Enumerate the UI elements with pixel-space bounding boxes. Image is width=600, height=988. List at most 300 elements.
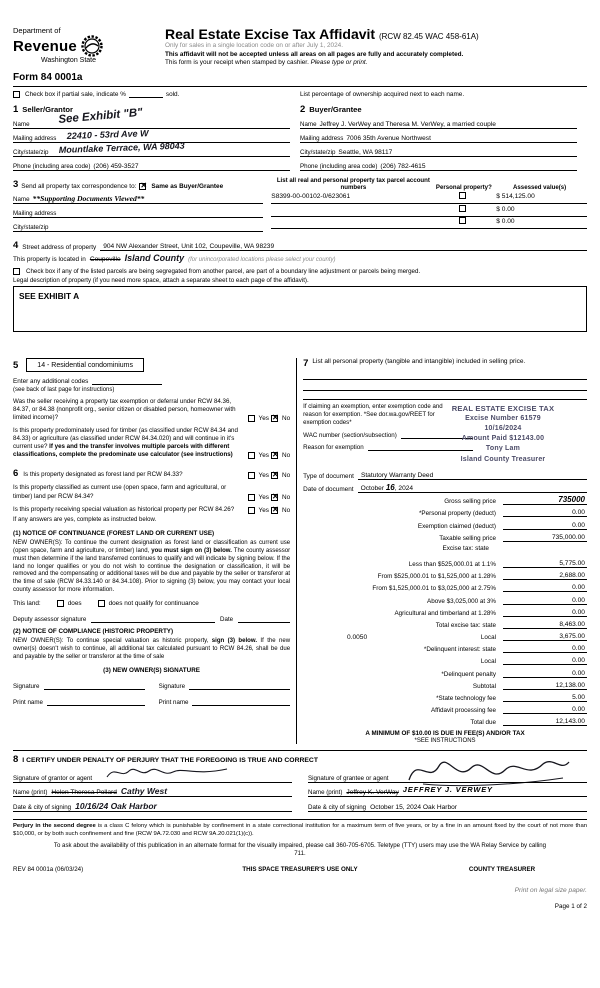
treasurer-stamp	[419, 403, 587, 465]
correspondence-city-row	[13, 218, 263, 232]
exemption-note: If claiming an exemption, enter exemption code and reason for exemption. *See dor.wa.gov/REET for exemption codes*	[303, 403, 443, 426]
stamp-treasurer-title: Island County Treasurer	[460, 455, 546, 463]
document-date-field[interactable]	[358, 483, 587, 493]
historical-question	[13, 506, 290, 514]
exemption-claimed-value[interactable]: 0.00	[503, 522, 587, 530]
property-located-row	[13, 251, 587, 263]
legal-description-label-row	[13, 275, 587, 284]
notice-continuance-heading: (1) NOTICE OF CONTINUANCE (FOREST LAND OR CURRENT USE)	[13, 529, 215, 537]
personal-property-blank-1[interactable]	[303, 369, 587, 380]
technology-fee-row	[303, 690, 587, 702]
excise-tax-state-heading: Excise tax: state	[442, 544, 489, 552]
grantee-name-row	[308, 783, 587, 798]
gross-selling-price-label: Gross selling price	[444, 498, 496, 506]
street-address-value: 904 NW Alexander Street, Unit 102, Coupeville, WA 98239	[103, 243, 275, 250]
no-label: No	[281, 452, 291, 460]
grantee-date-label: Date & city of signing	[308, 803, 367, 811]
partial-sale-left	[13, 91, 300, 98]
historical-answer	[248, 507, 291, 514]
grantee-signature-row	[308, 768, 587, 783]
legal-description-label: Legal description of property (if you need more space, attach a separate sheet to each page of the affidavit).	[13, 277, 309, 284]
does-not-option	[98, 600, 199, 607]
taxable-selling-price-value[interactable]: 735,000.00	[503, 534, 587, 542]
processing-fee-value[interactable]: 0.00	[503, 706, 587, 714]
technology-fee-value[interactable]: 5.00	[503, 694, 587, 702]
gross-selling-price-value[interactable]: 735000	[503, 495, 587, 505]
note-type-print: Please type or print.	[310, 59, 368, 67]
parcel-column-header: List all real and personal property tax parcel account numbers	[276, 177, 430, 192]
partial-sale-label: Check box if partial sale, indicate %	[25, 91, 126, 98]
form-header	[13, 26, 587, 83]
section-6-number: 6	[13, 468, 19, 480]
document-date-label: Date of document	[303, 486, 354, 493]
signature-label: Signature	[158, 683, 186, 691]
grantee-date-row	[308, 797, 587, 812]
perjury-lead: Perjury in the second degree	[13, 822, 96, 829]
local-tax-label: Local	[480, 634, 496, 642]
parcel-row-3	[271, 217, 587, 230]
buyer-address-value[interactable]: 7006 35th Avenue Northwest	[346, 135, 431, 142]
partial-sale-row	[13, 91, 587, 98]
correspondence-name-label: Name	[13, 196, 30, 203]
revision-number: REV 84 0001a (06/03/24)	[13, 866, 84, 874]
forest-land-question	[13, 468, 290, 479]
no-label: No	[281, 493, 291, 501]
stamp-treasurer-name: Tony Lam	[485, 445, 521, 453]
historical-no-checkbox[interactable]	[271, 507, 278, 514]
signature-label: Signature	[13, 683, 40, 691]
supporting-documents-note: **Supporting Documents Viewed**	[32, 194, 145, 203]
local-rate-value[interactable]: 0.0050	[346, 634, 368, 642]
revenue-wordmark: Revenue	[13, 37, 77, 55]
section-7-number: 7	[303, 358, 309, 369]
owner-printname-field-2[interactable]	[192, 705, 290, 706]
delinquent-interest-local-value[interactable]: 0.00	[503, 657, 587, 665]
correspondence-left	[13, 177, 271, 232]
grantor-name-handwritten: Cathy West	[120, 786, 168, 797]
seller-city-label: City/state/zip	[13, 149, 49, 156]
no-label: No	[281, 506, 291, 514]
local-tax-value[interactable]: 3,675.00	[503, 633, 587, 641]
total-due-label: Total due	[470, 719, 496, 727]
grantor-name-typed: Helen Theresa Pollard	[51, 789, 117, 797]
street-address-row	[13, 239, 587, 251]
delinquent-penalty-row	[303, 665, 587, 677]
street-address-label: Street address of property	[22, 244, 97, 251]
personal-property-cell	[435, 210, 492, 228]
processing-fee-row	[303, 702, 587, 714]
correspondence-address-row	[13, 204, 263, 218]
seller-address-value[interactable]: 22410 - 53rd Ave W	[66, 128, 150, 141]
correspondence-name-row	[13, 190, 263, 204]
timber-yes-checkbox[interactable]	[248, 452, 255, 459]
lower-columns	[13, 358, 587, 744]
located-city-struck: Coupeville	[89, 256, 121, 263]
perjury-body: is a class C felony which is punishable by confinement in a state correctional institution for a maximum term of five years, or by a fine in an amount fixed by the court of not more than $10,000, or by both such confinement and fine (RCW 9A.72.030 and RCW 9A.20.021(1)(c)).	[13, 822, 587, 837]
delinquent-penalty-value[interactable]: 0.00	[503, 670, 587, 678]
page-indicator: Page 1 of 2	[554, 903, 587, 911]
document-date-pre: October	[360, 485, 385, 492]
historical-text: Is this property receiving special valuation as historical property per RCW 84.26?	[13, 505, 235, 513]
title-text: Real Estate Excise Tax Affidavit	[165, 26, 376, 42]
subtotal-value[interactable]: 12,138.00	[503, 682, 587, 690]
title-block	[165, 26, 587, 83]
tier1-row	[303, 556, 587, 568]
deputy-assessor-signature-field[interactable]	[91, 622, 215, 623]
buyer-address-label: Mailing address	[300, 135, 344, 142]
grantee-name-typed: Jeffrey K. VerWay	[346, 789, 399, 797]
see-instructions-note: *SEE INSTRUCTIONS	[414, 738, 476, 745]
delinquent-interest-state-row	[303, 641, 587, 653]
document-type-row	[303, 467, 587, 480]
does-label: does	[67, 600, 82, 608]
parcel-number-cell	[271, 185, 435, 203]
local-tax-row	[303, 629, 587, 641]
document-date-row	[303, 480, 587, 493]
grantee-name-handwritten: JEFFREY J. VERWEY	[402, 785, 493, 795]
personal-property-text: List all personal property (tangible and intangible) included in selling price.	[312, 358, 526, 365]
seller-city-row	[13, 140, 290, 157]
historical-yes-checkbox[interactable]	[248, 507, 255, 514]
sold-label: sold.	[165, 91, 180, 98]
grantee-name-label: Name (print)	[308, 789, 343, 797]
seller-heading	[13, 104, 290, 115]
buyer-phone-label: Phone (including area code)	[300, 163, 378, 170]
personal-property-blank-2[interactable]	[303, 380, 587, 391]
additional-codes-note: (see back of last page for instructions)	[13, 387, 115, 393]
tier2-value[interactable]: 2,688.00	[503, 572, 587, 580]
exemption-yes-checkbox[interactable]	[248, 415, 255, 422]
stamp-title: REAL ESTATE EXCISE TAX	[451, 404, 555, 413]
timber-text-bold: If yes and the transfer involves multiple parcels with different classifications, complete the predominate use calculator (see instructions)	[13, 443, 233, 459]
no-label: No	[281, 472, 291, 480]
tier2-row	[303, 568, 587, 580]
compliance-text-c: If the new owner(s) doesn't wish to continue, all additional tax calculated pursuant to RCW 84.26, shall be due and payable by the seller or transferor at the time of sale	[13, 638, 291, 661]
current-use-question	[13, 484, 290, 500]
delinquent-interest-state-value[interactable]: 0.00	[503, 645, 587, 653]
washington-state-label: Washington State	[41, 57, 96, 64]
minimum-due-note: A MINIMUM OF $10.00 IS DUE IN FEE(S) AND/OR TAX	[365, 730, 525, 738]
compliance-text-bold: sign (3) below.	[211, 638, 258, 645]
buyer-city-value[interactable]: Seattle, WA 98117	[338, 149, 393, 156]
owner-signature-row	[13, 683, 290, 690]
personal-property-checkbox-1[interactable]	[459, 192, 466, 199]
current-use-yes-checkbox[interactable]	[248, 494, 255, 501]
print-name-label: Print name	[158, 699, 189, 707]
grantor-name-label: Name (print)	[13, 789, 48, 797]
seller-name-value[interactable]: See Exhibit "B"	[57, 106, 143, 126]
delinquent-penalty-label: *Delinquent penalty	[441, 670, 496, 678]
certification-text: I CERTIFY UNDER PENALTY OF PERJURY THAT THE FOREGOING IS TRUE AND CORRECT	[22, 757, 318, 765]
exemption-claimed-row	[303, 517, 587, 529]
taxable-selling-price-row	[303, 530, 587, 542]
agricultural-row	[303, 605, 587, 617]
assessed-value-2[interactable]: $ 0.00	[496, 205, 515, 213]
yes-label: Yes	[258, 493, 269, 501]
gross-selling-price-row	[303, 493, 587, 505]
form-number: Form 84 0001a	[13, 72, 83, 83]
buyer-title: Buyer/Grantee	[309, 105, 362, 114]
buyer-section	[300, 104, 587, 171]
notice-continuance-paragraph	[13, 540, 290, 596]
notice-compliance-paragraph	[13, 638, 290, 662]
ownership-note: List percentage of ownership acquired next to each name.	[300, 91, 465, 98]
correspondence-section	[13, 177, 587, 232]
print-name-label: Print name	[13, 699, 43, 707]
total-state-excise-label: Total excise tax: state	[435, 621, 496, 629]
personal-property-checkbox-2[interactable]	[459, 205, 466, 212]
send-correspondence-label: Send all property tax correspondence to:	[21, 183, 137, 190]
grantee-date-value: October 15, 2024 Oak Harbor	[370, 803, 457, 811]
assessed-value-column-header: Assessed value(s)	[513, 184, 567, 192]
seller-title: Seller/Grantor	[22, 105, 73, 114]
exemption-deferral-question	[13, 398, 290, 422]
tier3-label: From $1,525,000.01 to $3,025,000 at 2.75%	[372, 585, 496, 593]
correspondence-address-label: Mailing address	[13, 210, 57, 217]
land-use-code-row	[13, 358, 290, 372]
processing-fee-label: Affidavit processing fee	[430, 707, 496, 715]
dept-of-label: Department of	[13, 26, 61, 35]
timber-agriculture-text	[13, 427, 243, 459]
tier4-label: Above $3,025,000 at 3%	[427, 597, 496, 605]
owner-signature-1	[13, 683, 145, 690]
buyer-city-label: City/state/zip	[300, 149, 336, 156]
yes-label: Yes	[258, 472, 269, 480]
certification-section	[13, 750, 587, 812]
deputy-assessor-label: Deputy assessor signature	[13, 616, 87, 624]
timber-text-normal: Is this property predominately used for timber (as classified under RCW 84.34 and 84.33) or agriculture (as classified under RCW 84.34.020) and will continue in it's current use?	[13, 427, 238, 451]
buyer-phone-value[interactable]: (206) 782-4615	[380, 163, 426, 170]
document-type-label: Type of document	[303, 473, 354, 480]
current-use-no-checkbox[interactable]	[271, 494, 278, 501]
timber-no-checkbox[interactable]	[271, 452, 278, 459]
section-1-number: 1	[13, 104, 19, 115]
delinquent-interest-state-label: *Delinquent interest: state	[423, 646, 496, 654]
delinquent-interest-local-row	[303, 653, 587, 665]
dor-logo-icon	[81, 35, 103, 57]
document-date-post: , 2024	[394, 485, 414, 492]
timber-agriculture-answer	[248, 452, 291, 459]
tier3-value[interactable]: 0.00	[503, 584, 587, 592]
grantee-signature-label: Signature of grantee or agent	[308, 774, 389, 782]
same-as-buyer-label: Same as Buyer/Grantee	[151, 183, 224, 190]
grantor-date-row	[13, 797, 292, 812]
document-date-handwritten: 16	[385, 483, 395, 492]
date-label: Date	[220, 616, 234, 624]
forest-yes-checkbox[interactable]	[248, 472, 255, 479]
note-accepted: This affidavit will not be accepted unless all areas on all pages are fully and accurately completed.	[165, 50, 464, 58]
buyer-phone-row	[300, 157, 577, 171]
personal-property-deduct-value[interactable]: 0.00	[503, 509, 587, 517]
certification-columns	[13, 768, 587, 812]
tier4-row	[303, 592, 587, 604]
correspondence-heading	[13, 177, 263, 190]
taxable-selling-price-label: Taxable selling price	[439, 534, 496, 542]
answers-yes-note: If any answers are yes, complete as instructed below.	[13, 516, 157, 523]
certification-heading	[13, 754, 587, 765]
dor-logo-block	[13, 26, 155, 83]
land-use-code-box[interactable]: 14 - Residential condominiums	[26, 358, 144, 372]
alternate-format-notice: To ask about the availability of this publication in an alternate format for the visually impaired, please call 360-705-6705. Teletype (TTY) users may use the WA Relay Service by calling 711.	[53, 842, 547, 858]
personal-property-intro	[303, 358, 587, 369]
owner-printname-row	[13, 699, 290, 706]
section-5-number: 5	[13, 359, 19, 371]
deputy-assessor-row	[13, 616, 290, 623]
new-owner-signature-heading: (3) NEW OWNER(S) SIGNATURE	[103, 667, 200, 675]
seller-phone-value[interactable]: (206) 459-3527	[93, 163, 139, 170]
note-receipt-text: This form is your receipt when stamped by cashier.	[165, 59, 311, 67]
treasurer-use-only-label: THIS SPACE TREASURER'S USE ONLY	[242, 866, 358, 874]
parcel-number-value[interactable]: S8399-00-00102-0/623061	[271, 193, 351, 201]
owner-signature-2	[159, 683, 291, 690]
assessed-value-1[interactable]: $ 514,125.00	[496, 193, 535, 201]
yes-label: Yes	[258, 506, 269, 514]
assessed-value-3[interactable]: $ 0.00	[496, 218, 515, 226]
exemption-claimed-label: Exemption claimed (deduct)	[417, 522, 496, 530]
revision-row	[13, 866, 587, 873]
does-checkbox[interactable]	[57, 600, 64, 607]
owner-printname-2	[159, 699, 291, 706]
personal-property-deduct-row	[303, 505, 587, 517]
does-not-checkbox[interactable]	[98, 600, 105, 607]
grantee-signature-block	[308, 768, 587, 812]
yes-label: Yes	[258, 452, 269, 460]
grantor-date-label: Date & city of signing	[13, 803, 72, 811]
seller-phone-label: Phone (including area code)	[13, 163, 91, 170]
left-column	[13, 358, 297, 744]
grantor-signature-block	[13, 768, 292, 812]
stamp-amount-paid: Amount Paid $12143.00	[461, 435, 545, 443]
parties-section	[13, 104, 587, 171]
personal-property-column-header: Personal property?	[435, 184, 492, 192]
assessed-value-cell	[492, 210, 587, 228]
land-qualify-row	[13, 600, 290, 607]
section-8-number: 8	[13, 754, 19, 766]
stamp-excise-number: Excise Number 61579	[465, 415, 541, 422]
street-address-field[interactable]	[100, 243, 587, 251]
does-option	[57, 600, 82, 607]
property-section	[13, 239, 587, 332]
additional-codes-row	[13, 378, 290, 385]
forest-land-answer	[248, 472, 291, 479]
personal-property-deduct-label: *Personal property (deduct)	[418, 510, 496, 518]
tier3-row	[303, 580, 587, 592]
delinquent-interest-local-label: Local	[480, 658, 496, 666]
legal-description-value: SEE EXHIBIT A	[19, 291, 80, 301]
section-2-number: 2	[300, 104, 306, 115]
parcel-table	[271, 177, 587, 232]
wac-label: WAC number (section/subsection)	[303, 431, 397, 439]
owner-signature-field-2[interactable]	[189, 689, 290, 690]
buyer-name-label: Name	[300, 121, 317, 128]
section-3-number: 3	[13, 179, 19, 190]
partial-sale-percent-field[interactable]	[129, 97, 163, 98]
additional-codes-label: Enter any additional codes	[13, 378, 89, 385]
reason-label: Reason for exemption	[303, 443, 364, 451]
seller-phone-row	[13, 157, 290, 171]
exemption-deferral-text: Was the seller receiving a property tax exemption or deferral under RCW 84.36, 84.37, or 84.38 (nonprofit org., senior citizen or disabled person, homeowner with limited income)?	[13, 398, 236, 422]
grantor-date-value: 10/16/24 Oak Harbor	[75, 800, 157, 811]
legal-paper-note: Print on legal size paper.	[514, 887, 587, 895]
seller-city-value[interactable]: Mountlake Terrace, WA 98043	[59, 140, 186, 155]
agricultural-label: Agricultural and timberland at 1.28%	[394, 609, 496, 617]
stamp-date: 10/16/2024	[484, 425, 522, 433]
partial-sale-checkbox[interactable]	[13, 91, 20, 98]
located-label: This property is located in	[13, 256, 86, 263]
located-county-handwritten: Island County	[124, 253, 185, 263]
continuance-text-a: NEW OWNER(S): To continue the current designation as forest land or classification as current use (open space, farm and agriculture, or timber) land,	[13, 539, 291, 554]
seller-section	[13, 104, 300, 171]
continuance-text-c: The county assessor must then determine if the land transferred continues to qualify and will indicate by signing below. If the land no longer qualifies or you do not wish to continue the designation or classification, it will be removed and the compensating or additional taxes will be due and payable by the seller or transferor at the time of sale (RCW 84.33.140 or 84.34.108). Prior to signing (3) below, you may contact your local county assessor for more information.	[13, 547, 291, 594]
header-divider	[13, 86, 587, 87]
agricultural-value[interactable]: 0.00	[503, 609, 587, 617]
buyer-heading	[300, 104, 577, 115]
tier2-label: From $525,000.01 to $1,525,000 at 1.28%	[377, 573, 496, 581]
compliance-text-a: NEW OWNER(S): To continue special valuation as historic property,	[13, 638, 212, 645]
does-not-label: does not qualify for continuance	[108, 600, 199, 608]
note-sales: Only for sales in a single location code on or after July 1, 2024.	[165, 42, 343, 49]
seller-name-label: Name	[13, 121, 30, 128]
revenue-row	[13, 35, 155, 57]
document-type-field[interactable]	[358, 472, 587, 480]
same-as-buyer-checkbox[interactable]	[139, 183, 146, 190]
forest-no-checkbox[interactable]	[271, 472, 278, 479]
grantor-name-row	[13, 783, 292, 798]
personal-property-checkbox-3[interactable]	[459, 217, 466, 224]
notice-compliance-heading: (2) NOTICE OF COMPLIANCE (HISTORIC PROPERTY)	[13, 628, 174, 636]
grantor-signature-label: Signature of grantor or agent	[13, 774, 93, 782]
yes-label: Yes	[258, 415, 269, 423]
buyer-name-row	[300, 115, 577, 129]
spacer	[13, 332, 587, 358]
buyer-address-row	[300, 129, 577, 143]
additional-codes-field[interactable]	[92, 384, 162, 385]
tier1-value[interactable]: 5,775.00	[503, 560, 587, 568]
seller-address-label: Mailing address	[13, 135, 57, 142]
buyer-name-value[interactable]: Jeffrey J. VerWey and Theresa M. VerWey, a married couple	[319, 121, 496, 128]
forest-land-text: Is this property designated as forest land per RCW 84.33?	[23, 471, 183, 479]
current-use-answer	[248, 494, 291, 501]
owner-signature-field-1[interactable]	[44, 689, 145, 690]
total-due-value[interactable]: 12,143.00	[503, 718, 587, 726]
legal-description-box[interactable]	[13, 286, 587, 332]
correspondence-city-label: City/state/zip	[13, 224, 49, 231]
no-label: No	[281, 415, 291, 423]
tier1-label: Less than $525,000.01 at 1.1%	[408, 560, 496, 568]
page-title	[165, 26, 587, 42]
owner-printname-field-1[interactable]	[47, 705, 145, 706]
located-note: (for unincorporated locations please select your county)	[188, 257, 336, 263]
document-type-value: Statutory Warranty Deed	[360, 472, 434, 479]
subtotal-row	[303, 678, 587, 690]
buyer-city-row	[300, 143, 577, 157]
tier4-value[interactable]: 0.00	[503, 597, 587, 605]
exemption-deferral-answer	[248, 415, 291, 422]
deputy-date-field[interactable]	[238, 622, 290, 623]
section-4-number: 4	[13, 240, 19, 251]
segregated-checkbox[interactable]	[13, 268, 20, 275]
note-receipt	[165, 59, 587, 68]
continuance-text-bold: you must sign on (3) below.	[151, 547, 232, 554]
right-column	[297, 358, 587, 744]
current-use-text: Is this property classified as current use (open space, farm and agricultural, or timber) land per RCW 84.34?	[13, 484, 227, 500]
total-state-excise-value[interactable]: 8,463.00	[503, 621, 587, 629]
perjury-notice	[13, 819, 587, 838]
timber-agriculture-question	[13, 427, 290, 459]
grantor-signature-row	[13, 768, 292, 783]
segregated-row	[13, 263, 587, 275]
exemption-no-checkbox[interactable]	[271, 415, 278, 422]
